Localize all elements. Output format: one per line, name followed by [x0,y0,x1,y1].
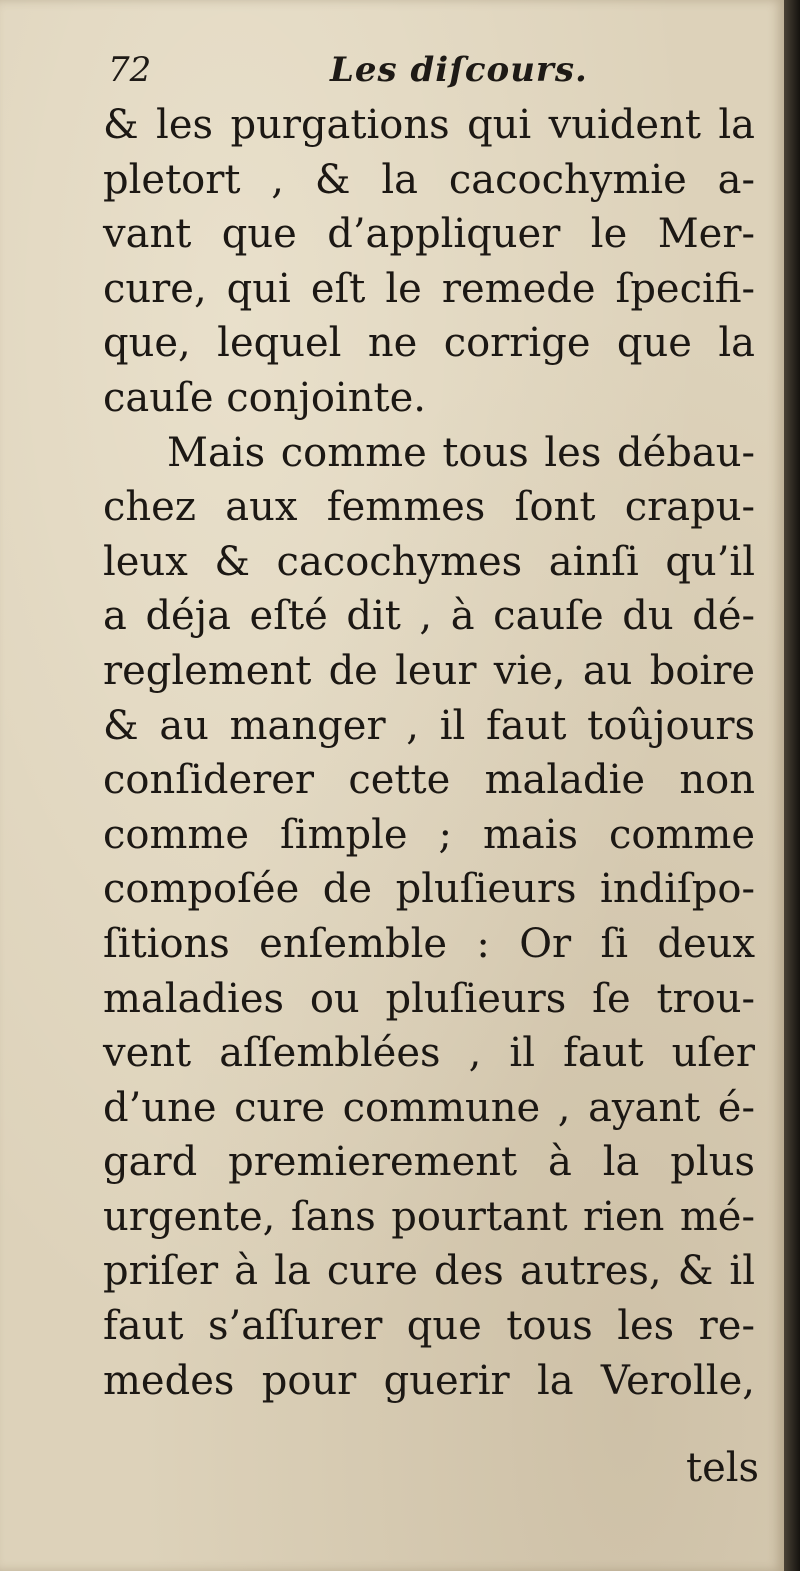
text-line: leux & cacochymes ainſi qu’il [103,538,755,585]
text-line: que, lequel ne corrige que la [103,320,755,367]
page-number: 72 [108,50,152,90]
text-line: pletort , & la cacochymie a- [103,156,755,203]
text-line: maladies ou pluſieurs ſe trou- [103,975,755,1022]
text-line: priſer à la cure des autres, & il [103,1248,755,1295]
running-head [108,44,668,96]
text-line: compoſée de pluſieurs indiſpo- [103,866,755,913]
text-line: chez aux femmes ſont crapu- [103,484,755,531]
text-line: d’une cure commune , ayant é- [103,1084,755,1131]
text-line: conſiderer cette maladie non [103,757,755,804]
text-line: cure, qui eſt le remede ſpecifi- [103,265,755,312]
running-title: Les diſcours. [330,50,588,90]
text-line: & au manger , il faut toûjours [103,702,755,749]
text-line: comme ſimple ; mais comme [103,811,755,858]
text-line: a déja eſté dit , à cauſe du dé- [103,593,755,640]
page-edge-shadow [784,0,800,1571]
text-line: & les purgations qui vuident la [103,102,755,148]
text-line: urgente, ſans pourtant rien mé- [103,1193,755,1240]
body-text [103,98,755,1408]
text-line: reglement de leur vie, au boire [103,647,755,694]
text-line: vant que d’appliquer le Mer- [103,211,755,258]
text-line: medes pour guerir la Verolle, [103,1357,755,1404]
paragraph-start-line: Mais comme tous les débau- [167,429,755,476]
text-line: gard premierement à la plus [103,1139,755,1186]
text-line: faut s’aſſurer que tous les re- [103,1303,755,1350]
catchword: tels [686,1445,760,1491]
text-line: ſitions enſemble : Or ſi deux [103,920,755,967]
text-line: cauſe conjointe. [103,374,426,421]
text-line: vent aſſemblées , il faut uſer [103,1030,755,1077]
